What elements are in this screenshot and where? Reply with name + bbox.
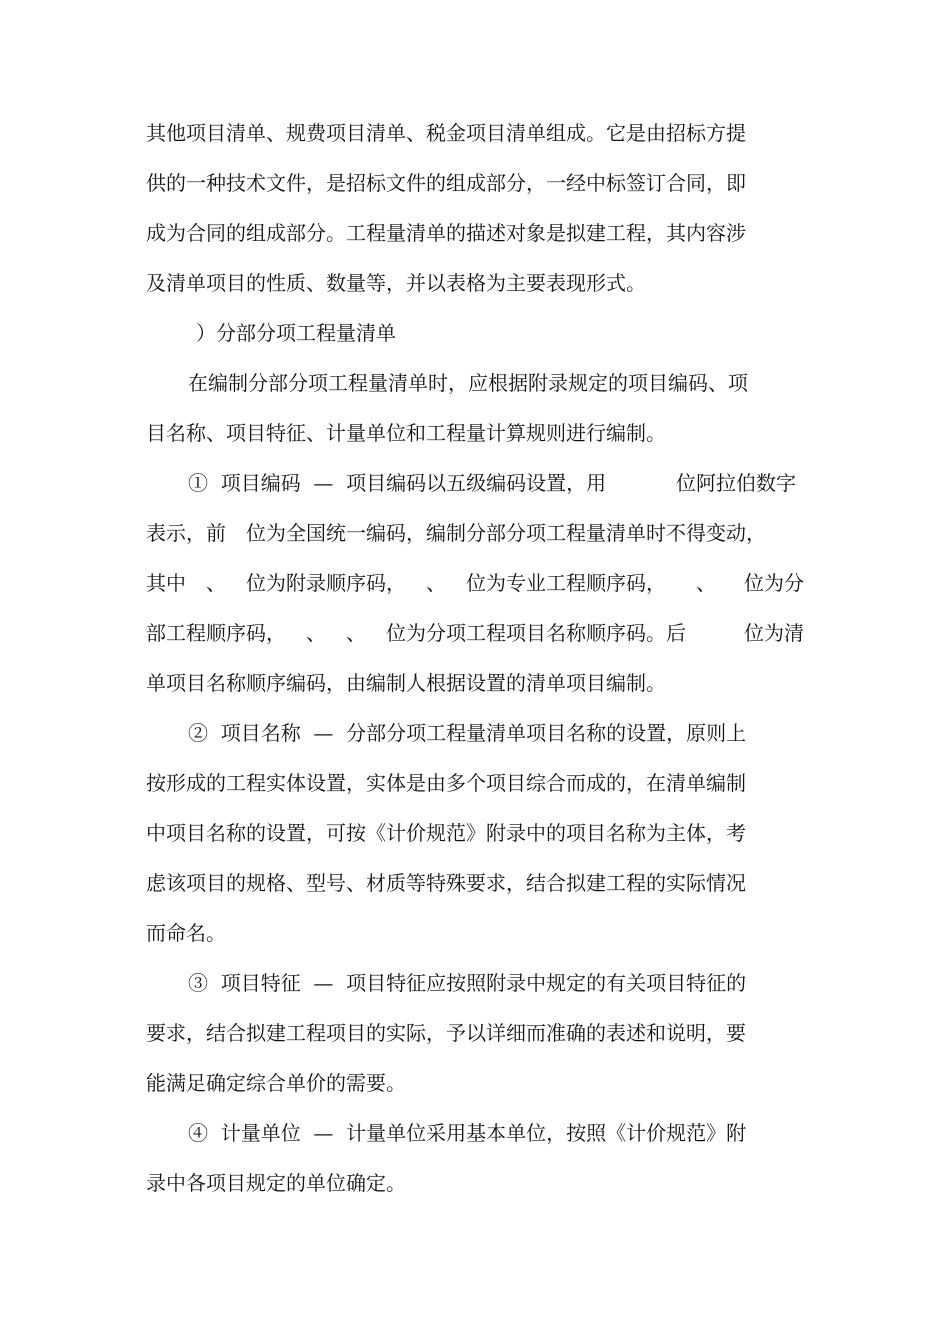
text-line-content: ③ 项目特征 — 项目特征应按照附录中规定的有关项目特征的	[188, 971, 747, 995]
text-fragment: 位为全国统一编码，编制分部分项工程量清单时不得变动，	[246, 521, 766, 545]
text-line	[0, 565, 950, 601]
text-line-content: ④ 计量单位 — 计量单位采用基本单位，按照《计价规范》附	[188, 1121, 747, 1145]
text-line	[0, 665, 950, 701]
text-line-content: 成为合同的组成部分。工程量清单的描述对象是拟建工程，其内容涉	[146, 221, 746, 245]
text-line-content: 供的一种技术文件，是招标文件的组成部分，一经中标签订合同，即	[146, 171, 746, 195]
text-line	[0, 215, 950, 251]
text-fragment: 位为专业工程顺序码，	[466, 571, 666, 595]
text-line-content: 单项目名称顺序编码，由编制人根据设置的清单项目编制。	[146, 671, 666, 695]
text-line	[0, 965, 950, 1001]
text-line-content: 中项目名称的设置，可按《计价规范》附录中的项目名称为主体，考	[146, 821, 746, 845]
text-line	[0, 1065, 950, 1101]
text-fragment: 位为分	[744, 571, 804, 595]
section-heading	[0, 315, 950, 351]
text-line	[0, 365, 950, 401]
text-line-content: 录中各项目规定的单位确定。	[146, 1171, 406, 1195]
text-fragment: 位为分项工程项目名称顺序码。后	[386, 621, 686, 645]
text-fragment: 、	[206, 571, 226, 595]
text-line	[0, 165, 950, 201]
text-fragment: 、	[696, 571, 716, 595]
text-fragment: 其中	[146, 571, 186, 595]
text-line	[0, 715, 950, 751]
text-line	[0, 865, 950, 901]
text-line-content: 在编制分部分项工程量清单时，应根据附录规定的项目编码、项	[188, 371, 748, 395]
text-line	[0, 915, 950, 951]
text-line-content: 及清单项目的性质、数量等，并以表格为主要表现形式。	[146, 271, 646, 295]
text-line	[0, 1165, 950, 1201]
text-line	[0, 815, 950, 851]
text-line	[0, 115, 950, 151]
text-line-content: 能满足确定综合单价的需要。	[146, 1071, 406, 1095]
text-line-content: 而命名。	[146, 921, 226, 945]
text-fragment: 、	[346, 621, 366, 645]
text-line-content: ① 项目编码 — 项目编码以五级编码设置，用	[188, 471, 607, 495]
text-line	[0, 1015, 950, 1051]
text-line	[0, 765, 950, 801]
text-line	[0, 465, 950, 501]
text-fragment: 位阿拉伯数字	[676, 471, 796, 495]
section-heading-text: ）分部分项工程量清单	[196, 321, 396, 345]
text-line	[0, 615, 950, 651]
text-fragment: 位为附录顺序码，	[246, 571, 406, 595]
text-line-content: 按形成的工程实体设置，实体是由多个项目综合而成的，在清单编制	[146, 771, 746, 795]
text-line-content: 要求，结合拟建工程项目的实际，予以详细而准确的表述和说明，要	[146, 1021, 746, 1045]
text-fragment: 、	[426, 571, 446, 595]
text-fragment: 位为清	[744, 621, 804, 645]
text-fragment: 部工程顺序码，	[146, 621, 286, 645]
text-line	[0, 515, 950, 551]
text-line-content: 虑该项目的规格、型号、材质等特殊要求，结合拟建工程的实际情况	[146, 871, 746, 895]
text-line-content: 其他项目清单、规费项目清单、税金项目清单组成。它是由招标方提	[146, 121, 746, 145]
text-line	[0, 265, 950, 301]
text-fragment: 、	[306, 621, 326, 645]
text-line	[0, 1115, 950, 1151]
text-line	[0, 415, 950, 451]
text-fragment: 表示，前	[146, 521, 226, 545]
text-line-content: 目名称、项目特征、计量单位和工程量计算规则进行编制。	[146, 421, 666, 445]
text-line-content: ② 项目名称 — 分部分项工程量清单项目名称的设置，原则上	[188, 721, 747, 745]
